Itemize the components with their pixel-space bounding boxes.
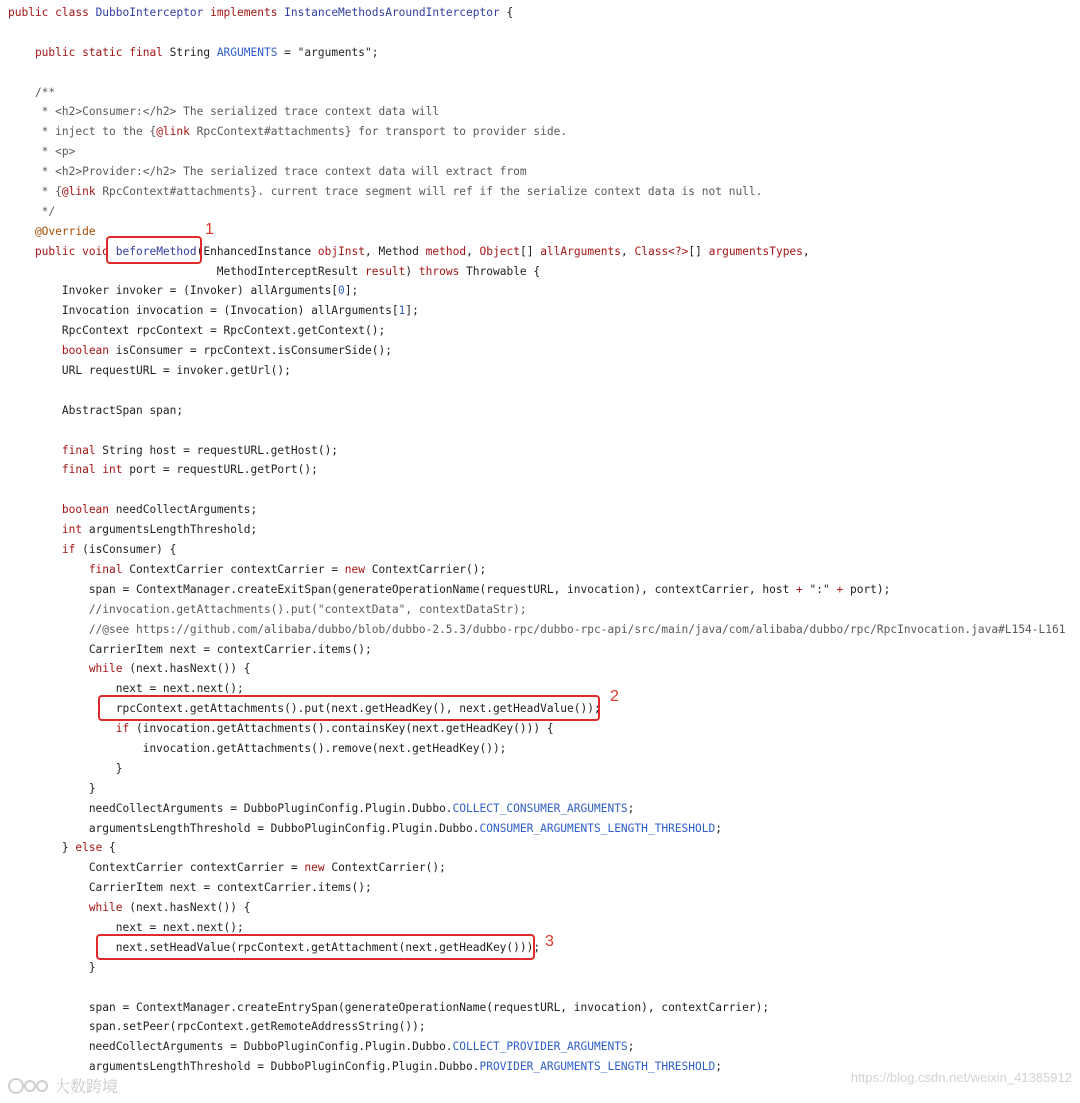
code-token: */ [8,204,56,218]
code-token: argumentsLengthThreshold; [88,523,258,537]
code-line [8,361,1076,381]
code-token: ContextCarrier(); [371,562,487,576]
code-line [8,819,1076,839]
callout-number-2: 2 [610,688,619,705]
code-token: if [8,722,136,736]
code-token: boolean [8,344,116,358]
code-line [8,381,1076,401]
code-line [8,858,1076,878]
watermark-left-text: 大数跨境 [54,1079,119,1096]
code-token: ":" [802,582,837,596]
code-token: ContextCarrier(); [331,861,446,875]
code-token: AbstractSpan span; [8,403,184,417]
code-token: //@see https://github.com/alibaba/dubbo/blob/dubbo-2.5.3/dubbo-rpc/dubbo-rpc-api/src/main/java/com/alibaba/dubbo/rpc/RpcInvocation.java#L154-L161 [8,622,1066,636]
code-token: * <h2>Provider:</h2> The serialized trace context data will extract from [8,165,527,179]
code-token: CarrierItem next = contextCarrier.items(); [8,642,372,656]
code-line [8,1017,1076,1037]
code-token: new [344,562,372,576]
code-line [8,3,1076,23]
code-token: beforeMethod [115,244,197,258]
code-line [8,580,1076,600]
code-line [8,441,1076,461]
code-token: Throwable { [466,264,541,278]
code-token: * { [8,185,62,199]
code-token: isConsumer = rpcContext.isConsumerSide(); [115,344,392,358]
code-line [8,262,1076,282]
code-token: RpcContext rpcContext = RpcContext.getContext(); [8,324,386,338]
code-line [8,540,1076,560]
code-line [8,759,1076,779]
code-token: (isConsumer) { [82,543,177,557]
code-token: rpcContext.getAttachments().put(next.getHeadKey(), next.getHeadValue()); [8,702,601,716]
code-token: final [8,443,103,457]
code-token: while [8,901,130,915]
code-token: while [8,662,130,676]
code-token: needCollectArguments; [115,503,258,517]
code-token: ContextCarrier contextCarrier = [129,562,345,576]
code-token: + [796,582,803,596]
code-token: ; [715,1060,722,1074]
code-token: ; [371,45,379,59]
code-token: (invocation.getAttachments().containsKey(next.getHeadKey())) { [135,722,554,736]
code-line [8,739,1076,759]
code-token: Class<?> [634,244,689,258]
code-token: * <p> [8,145,76,159]
code-line [8,978,1076,998]
callout-box-3 [96,934,535,960]
code-block [8,3,1076,1077]
code-token: throws [418,264,467,278]
code-token: , [466,244,480,258]
code-line [8,460,1076,480]
code-token: "arguments" [297,45,372,59]
watermark-left [6,1074,118,1097]
code-token: * inject to the { [8,125,157,139]
code-token: [] [688,244,709,258]
code-token: span = ContextManager.createExitSpan(generateOperationName(requestURL, invocation), contextCarrier, host [8,582,797,596]
code-token: boolean [8,503,116,517]
code-line [8,142,1076,162]
code-token: argumentsLengthThreshold = DubboPluginConfig.Plugin.Dubbo. [8,1060,480,1074]
code-token: argumentsLengthThreshold = DubboPluginConfig.Plugin.Dubbo. [8,821,480,835]
code-line [8,122,1076,142]
code-token: ]; [344,284,359,298]
code-token: } [8,761,123,775]
code-token: ) [405,264,419,278]
code-line [8,43,1076,63]
code-line [8,958,1076,978]
code-token: COLLECT_PROVIDER_ARGUMENTS [452,1040,628,1054]
code-token: implements [210,6,285,19]
code-line [8,799,1076,819]
code-line [8,779,1076,799]
code-line [8,659,1076,679]
code-token: ; [627,1040,635,1054]
code-line [8,480,1076,500]
code-line [8,838,1076,858]
code-token: ]; [405,304,419,318]
code-token: public class [8,6,96,19]
code-token: (next.hasNext()) { [129,901,251,915]
code-token: URL requestURL = invoker.getUrl(); [8,364,291,378]
code-token: String [169,45,217,59]
watermark-logo-icon [6,1076,50,1096]
code-token: objInst [317,244,366,258]
code-token: [] [519,244,541,258]
code-line [8,281,1076,301]
code-token: , [802,244,810,258]
code-token: InstanceMethodsAroundInterceptor [284,6,507,19]
code-token: } [8,781,96,795]
code-token: (next.hasNext()) { [129,662,251,676]
code-token: needCollectArguments = DubboPluginConfig.Plugin.Dubbo. [8,801,453,815]
code-line [8,719,1076,739]
code-token: method [425,244,467,258]
code-line [8,620,1076,640]
code-token: CONSUMER_ARGUMENTS_LENGTH_THRESHOLD [479,821,716,835]
code-line [8,321,1076,341]
code-token: port); [843,582,891,596]
code-token: , Method [365,244,426,258]
code-line [8,500,1076,520]
code-line [8,341,1076,361]
callout-number-1: 1 [205,221,214,238]
code-token: + [836,582,844,596]
code-line [8,102,1076,122]
code-line [8,301,1076,321]
code-token: needCollectArguments = DubboPluginConfig.Plugin.Dubbo. [8,1040,453,1054]
code-token: RpcContext#attachments} for transport to provider side. [189,125,568,139]
code-token: Object [479,244,520,258]
code-token: { [506,6,514,19]
code-token: ARGUMENTS [216,45,278,59]
code-token: { [109,841,116,855]
code-token: public static final [8,45,170,59]
code-token: 1 [398,304,406,318]
code-token: (EnhancedInstance [196,244,318,258]
code-token: MethodInterceptResult [8,264,365,278]
code-token: final int [8,463,130,477]
code-line [8,560,1076,580]
code-token: } [8,841,76,855]
code-token: span.setPeer(rpcContext.getRemoteAddressString()); [8,1020,426,1034]
callout-number-3: 3 [545,933,554,950]
code-token: int [8,523,89,537]
code-line [8,162,1076,182]
code-line [8,640,1076,660]
code-token: span = ContextManager.createEntrySpan(generateOperationName(requestURL, invocation), contextCarrier); [8,1000,770,1014]
code-token: } [8,960,96,974]
code-line [8,600,1076,620]
code-token: final [8,562,130,576]
code-token: Invocation invocation = (Invocation) allArguments[ [8,304,399,318]
code-token: //invocation.getAttachments().put("contextData", contextDataStr); [8,602,527,616]
code-token: ; [715,821,722,835]
code-token: DubboInterceptor [95,6,211,19]
code-line [8,520,1076,540]
code-token: /** [8,85,56,99]
code-token: @link [156,125,190,139]
code-token: public void [8,244,116,258]
code-line [8,1037,1076,1057]
code-token: result [364,264,406,278]
code-token: if [8,543,83,557]
code-line [8,878,1076,898]
code-token: port = requestURL.getPort(); [129,463,318,477]
code-token: next = next.next(); [8,920,244,934]
code-token: invocation.getAttachments().remove(next.getHeadKey()); [8,741,507,755]
code-line [8,63,1076,83]
code-token: argumentsTypes [708,244,803,258]
code-line [8,182,1076,202]
code-token: allArguments [540,244,622,258]
code-token: * <h2>Consumer:</h2> The serialized trace context data will [8,105,440,119]
callout-box-2 [98,695,600,721]
code-line [8,83,1076,103]
code-token: new [304,861,332,875]
code-line [8,998,1076,1018]
code-token: ContextCarrier contextCarrier = [8,861,305,875]
code-token: CarrierItem next = contextCarrier.items(); [8,881,372,895]
code-token: next.setHeadValue(rpcContext.getAttachment(next.getHeadKey())); [8,940,541,954]
watermark-url: https://blog.csdn.net/weixin_41385912 [850,1070,1072,1085]
code-token: 0 [338,284,345,298]
code-token: COLLECT_CONSUMER_ARGUMENTS [452,801,628,815]
code-line [8,898,1076,918]
code-token: RpcContext#attachments}. current trace segment will ref if the serialize context data is not null. [95,185,763,199]
code-line [8,421,1076,441]
code-line [8,401,1076,421]
code-token: PROVIDER_ARGUMENTS_LENGTH_THRESHOLD [479,1060,716,1074]
code-token: , [621,244,635,258]
code-token: next = next.next(); [8,682,244,696]
code-line [8,23,1076,43]
callout-box-1 [106,236,202,264]
code-token: = [277,45,298,59]
code-token: @Override [8,224,96,238]
code-line [8,202,1076,222]
code-token: ; [627,801,635,815]
code-token: @link [61,185,96,199]
code-token: Invoker invoker = (Invoker) allArguments[ [8,284,339,298]
code-token: String host = requestURL.getHost(); [102,443,339,457]
code-token: else [75,841,110,855]
